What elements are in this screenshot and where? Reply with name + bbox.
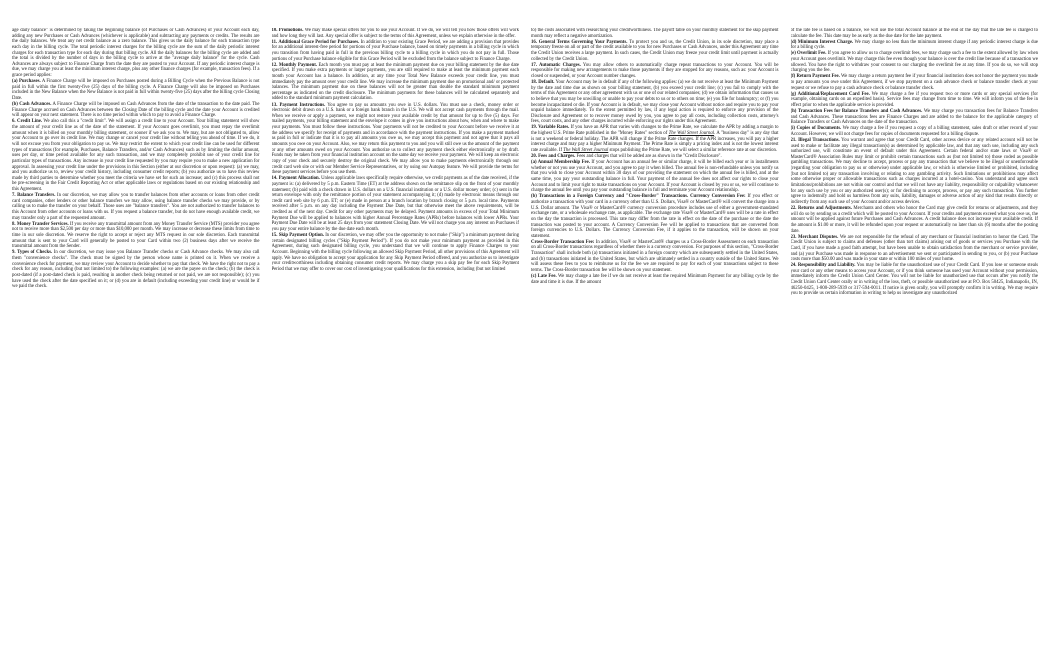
section-heading: (e) Overlimit Fee. bbox=[790, 51, 827, 57]
publication-title: The Wall Street Journal bbox=[563, 148, 609, 154]
section-heading: Cross-Border Transaction Fee: bbox=[531, 239, 595, 245]
paragraph bbox=[12, 79, 260, 102]
paragraph bbox=[531, 125, 779, 153]
paragraph-text: We may charge no less than the minimum interest charge if any periodic interest charge is due for a billing cycle. bbox=[790, 39, 1038, 51]
paragraph bbox=[272, 63, 520, 102]
paragraph bbox=[531, 63, 779, 80]
section-heading: (a) Annual Membership Fee. bbox=[531, 160, 590, 166]
paragraph-text: to) the costs associated with researching your creditworthiness. The payoff table on your monthly statement for the skip payment month may reflect a negative amortization. bbox=[531, 28, 779, 39]
paragraph-text: We may make special offers for you to use your Account. If we do, we will tell you how those offers will work and how long they will last. Any special offer is subject to the terms of this Agreement, unless we explain otherwise in the offer. bbox=[271, 28, 519, 39]
paragraph-text: stops publishing the Prime Rate, we will select a similar reference rate at our discretion. bbox=[608, 148, 778, 154]
section-heading: 14. Payment Allocation. bbox=[271, 176, 320, 182]
section-heading: 24. Responsibility and Liability. bbox=[790, 263, 856, 269]
paragraph-text: Each month you must pay at least the minimum payment due on your billing statement by the due date specified. If you make extra payments or larger payments, you are still required to make at least the minimum payment each month your Account has a balance. In addition, at any time your Total New Balance exceeds your credit line, you must immediately pay the amount over your credit line. We may increase the minimum payment due on promotional and/ or protected balances. The minimum payment due on these balances will not be greater than double the standard minimum payment percentage as indicated on the credit disclosure. The minimum payments for these balances will be calculated separately and added to the standard minimum payment calculation. bbox=[271, 62, 519, 102]
paragraph bbox=[531, 40, 779, 63]
paragraph bbox=[531, 194, 779, 239]
paragraph-text: We may charge a fee if you request two or more cards or any special services (for example, obtaining cards on an expedited basis). Service fees may change from time to time. We will inform you of the fee in effect prior to when the applicable service is provided. bbox=[790, 91, 1038, 108]
paragraph bbox=[12, 250, 260, 289]
paragraph-text: If your Account has an annual fee or similar charge, it will be billed each year or in installments whether or not you use your Account, and you agree to pay it when billed. The annual fee is non-refundable unless you notify us that you wish to close your Account within 30 days of our providing the statement on which the annual fee is billed, and at the same time, you pay your outstanding balance in full. Your payment of the annual fee does not affect our rights to close your Account and to limit your right to make transactions on your Account. If your Account is closed by you or us, we will continue to charge the annual fee until you pay your outstanding balance in full and terminate your Account relationship. bbox=[531, 160, 779, 194]
section-heading: 20. Fees and Charges. bbox=[531, 154, 576, 160]
paragraph-text: Fees and charges that will be added are as shown in the "Credit Disclosure". bbox=[575, 154, 722, 160]
paragraph-text: We also call this a "credit limit". We will assign a credit line to your Account. Your billing statement will show the amount of your credit line as of the date of the statement. If your Account goes overlimit, you must repay the overlimit amount when it is billed on your monthly billing statement, or sooner if we ask you to. We may, but are not obligated to, allow your Account to go over its credit line. We may change or cancel your credit line without telling you ahead of time. If we do, it will not excuse you from your obligation to pay us. We may restrict the extent to which your credit line can be used for different types of transactions (for example, Purchases, Balance Transfers, and/or Cash Advances) such as by limiting the dollar amount, uses per day, or time period available for any such transaction, and we may completely prohibit use of your credit line for particular types of transactions. Any increase in your credit line requested by you may require you to make a new application for approval. In assessing your credit line under the provisions in this Section (either at our discretion or upon request): (a) we may, and you authorize us to, review your credit history, including consumer credit reports; (b) you authorize us to have this review made by third parties to determine whether you meet the criteria we have set for such an increase; and (c) this process shall not be pre-screening in the Fair Credit Reporting Act or other applicable laws or regulations based on our existing relationship and this Agreement. bbox=[12, 119, 260, 193]
section-heading: (b) Cash Advances. bbox=[12, 102, 52, 108]
paragraph-text: We may charge a late fee if we do not receive at least the required Minimum Payment for any billing cycle by the date and time it is due. If the amount bbox=[531, 274, 779, 285]
section-heading: 6. Credit Line. bbox=[12, 119, 43, 125]
paragraph-text: In our discretion, we may offer you the opportunity to not make ("Skip") a minimum payment during certain designated billing cycles ("Skip Payment Period"). If you do not make your minimum payment as provided in this Agreement, during such designated billing cycle, you understand that we will continue to apply Finance Charges to your Account. Beginning with the billing cycle following an allowed Skip Payment Period, all other provisions of this Agreement will apply. We have no obligation to accept your application for any Skip Payment Period offered, and you authorize us to investigate your creditworthiness including obtaining consumer credit reports. We may charge you a skip pay fee for each Skip Payment Period that we may offer to cover our cost of investigating your qualifications for this extension, including (but not limited bbox=[271, 233, 519, 272]
paragraph bbox=[272, 103, 520, 176]
paragraph bbox=[791, 263, 1039, 297]
section-heading: 10. Promotions. bbox=[271, 28, 304, 33]
column-1 bbox=[12, 28, 260, 628]
column-3 bbox=[531, 28, 779, 628]
paragraph-text: We may charge a fee if you request a copy of a billing statement, sales draft or other record of your Account. However, we will not charge fees for copies of documents requested for a billing dispute. bbox=[790, 126, 1038, 137]
paragraph-text: In addition, Visa® or MasterCard® charges us a Cross-Border Assessment on each transaction on all Cross-Border transactions regardless of whether there is a currency conversion. For purposes of this section, "Cross-Border Transaction" shall include both (a) transactions initiated in a foreign country which are subsequently settled in the United States, and (b) transactions initiated in the United States, but which are ultimately settled in a country outside of the United States. We will assess these fees to you to reimburse us for the fee we are required to pay for each of your transactions subject to these terms. The Cross-Border transaction fee will be shown on your statement. bbox=[531, 239, 779, 274]
paragraph-text: age daily balance" is determined by taking the beginning balance (of Purchases or Cash Advances) of your Account each day, adding any new Purchases or Cash Advances (whichever is applicable) and subtracting any payments or credits. The results are the daily balances. We treat any net credit balance as a zero balance. This gives us the daily balance for each transaction type each day in the billing cycle. The total periodic interest charges for the billing cycle are the sum of the daily periodic interest charges for each transaction type for each day during that billing cycle. All the daily balances for the billing cycle are added and the total is divided by the number of days in the billing cycle to arrive at the "average daily balance" for the cycle. Cash Advances are always subject to Finance Charge from the date they are posted to your Account. If any periodic interest charge is due, we may charge you at least the minimum interest charge, plus any other finance charges (for example, transaction fees). If a grace period applies: bbox=[12, 28, 260, 79]
section-heading: (g) Additional/Replacement Card Fee. bbox=[790, 91, 870, 97]
paragraph bbox=[531, 274, 779, 285]
paragraph bbox=[272, 176, 520, 232]
section-heading: (i) Copies of Documents. bbox=[790, 126, 842, 132]
paragraph-text: You may be liable for the unauthorized use of your Credit Card. If you lose or someone steals your card or any other means to access your Account, or if you think someone has used your Account without your permission, immediately inform the Credit Union Card Center. You will not be liable for unauthorized use that occurs after you notify the Credit Union Card Center orally or in writing of the loss, theft, or possible unauthorized use at P.O. Box 50425, Indianapolis, IN, 46250-0425, 1-800-289-5939 or 317-594-0011. If notice is given orally, you will promptly confirm it in writing. We may require you to provide us certain information in writing to help us investigate any unauthorized bbox=[790, 263, 1038, 297]
paragraph-text: Your Account may be in default if any of the following applies: (a) we do not receive at least the Minimum Payment by the date and time due as shown on your billing statement, (b) you exceed your credit line; (c) you fail to comply with the terms of this Agreement or any other agreement with us or one of our related companies; (d) we obtain information that causes us to believe that you may be unwilling or unable to pay your debts to us or to others on time; (e) you file for bankruptcy; or (f) you become incapacitated or die. If your Account is in default, we may close your Account without notice and require you to pay your unpaid balance immediately. To the extent permitted by law, if any legal action is required to enforce any provision of the Disclosure and Agreement or to recover money owed by you, you agree to pay all costs, including collection costs, attorney's fees, court costs, and any other charges incurred while enforcing our rights under this Agreement. bbox=[531, 79, 779, 125]
paragraph bbox=[531, 160, 779, 194]
paragraph bbox=[531, 240, 779, 274]
paragraph bbox=[791, 235, 1039, 263]
section-heading: (d) Minimum Interest Charge. bbox=[790, 39, 854, 45]
column-2 bbox=[272, 28, 520, 628]
paragraph-text: If you effect or authorize a transaction with your card in a currency other than U.S. Dollars, Visa® or MasterCard® will convert the charge into a U.S. Dollar amount. The Visa® or MasterCard® currency conversion procedure includes use of either a government-mandated exchange rate, or a wholesale exchange rate, as applicable. The exchange rate Visa® or MasterCard® uses will be a rate in effect on the day the transaction is processed. This rate may differ from the rate in effect on the date of the purchase or the date the transaction was posted to your account. A Currency Conversion Fee will be applied to transactions that are converted from foreign currencies to U.S. Dollars. The Currency Conversion Fee, if it applies to the transaction, will be shown on your statement. bbox=[531, 194, 779, 239]
paragraph-text: If you have an APR that varies with changes to the Prime Rate, we calculate the APR by adding a margin to the highest U.S. Prime Rate published in the "Money Rates" section of bbox=[531, 125, 779, 137]
paragraph bbox=[791, 74, 1039, 91]
paragraph bbox=[791, 51, 1039, 74]
paragraph bbox=[791, 40, 1039, 51]
paragraph bbox=[791, 92, 1039, 109]
paragraph bbox=[791, 126, 1039, 137]
paragraph-text: A Finance Charge will be imposed on Purchases posted during a Billing Cycle when the Previous Balance is not paid in full within the first twenty-five (25) days of the billing cycle. A Finance Charge will also be imposed on Purchases included in the New Balance when the New Balance is not paid in full within twenty-five (25) days after the billing cycle Closing Date. bbox=[12, 79, 260, 102]
paragraph bbox=[272, 40, 520, 63]
paragraph bbox=[531, 80, 779, 125]
section-heading: (h) Transaction Fees for Balance Transfers and Cash Advances. bbox=[790, 108, 923, 114]
paragraph bbox=[12, 222, 260, 250]
agreement-page bbox=[12, 28, 1038, 628]
paragraph bbox=[791, 206, 1039, 234]
paragraph-text: If you agree to allow us to charge overlimit fees, we may charge such a fee to the extent allowed by law when your Account goes overlimit. We may charge this fee even though your balance is over the credit line because of a transaction we allowed. You have the right to withdraw your consent to our charging the overlimit fee at any time. If you do so, we will stop charging you the fee. bbox=[790, 51, 1038, 74]
section-heading: 18. Default. bbox=[531, 79, 555, 85]
paragraph-text: In our discretion, we may issue you Balance Transfer checks or Cash Advance checks. We may also call them "convenience checks". The check must be signed by the person whose name is printed on it. When we receive a convenience check for payment, we may review your Account to decide whether to pay that check. We have the right not to pay a check for any reason, including (but not limited to) the following examples: (a) we are the payee on the check; (b) the check is post-dated (if a post-dated check is paid, resulting in another check being returned or not paid, we are not responsible); (c) you have used the check after the date specified on it; or (d) you are in default (including exceeding your credit line) or would be if we paid the check. bbox=[12, 250, 260, 290]
paragraph bbox=[12, 28, 260, 79]
paragraph-text: To protect you and us, the Credit Union, in its sole discretion, may place a temporary freeze on all or part of the credit available to you for new Purchases or Cash Advances, under this Agreement any time the Credit Union receives a large payment. In such cases, the Credit Union may freeze your credit limit until payment is actually collected by the Credit Union. bbox=[531, 39, 779, 62]
section-heading: 9. Types of Checks. bbox=[12, 250, 53, 256]
section-heading: (b) Transactions in a Foreign Currency and "Cross-Border" Transactions. Currency Conversion Fee: bbox=[531, 194, 746, 200]
paragraph bbox=[531, 28, 779, 39]
paragraph-text: If you receive any transmittal amount from any Money Transfer Service (MTS) provider you agree not to receive more than $2,500 per day or more than $10,000 per month. We may increase or decrease these limits from time to time in our sole discretion. We reserve the right to accept or reject any MTS request in our sole discretion. Each transmittal amount that is sent to your Card will generally be posted to your Card within two (2) business days after we receive the transmittal amount from the Sender. bbox=[12, 221, 260, 250]
section-heading: (a) Purchases. bbox=[12, 79, 41, 85]
paragraph bbox=[12, 102, 260, 119]
section-heading: 23. Merchant Disputes. bbox=[790, 234, 839, 240]
paragraph bbox=[791, 28, 1039, 39]
paragraph-text: We are not responsible for the refusal of any merchant or financial institution to honor the Card. The Credit Union is subject to claims and defenses (other than tort claims) arising out of goods or services you Purchase with the Card, if you have made a good faith attempt, but have been unable to obtain satisfaction from the merchant or service provider, and (a) your Purchase was made in response to an advertisement we sent or participated in sending to you, or (b) your Purchase costs more than $50.00 and was made in your state or within 100 miles of your home. bbox=[790, 234, 1038, 263]
section-heading: (f) Return Payment Fee. bbox=[790, 74, 840, 80]
paragraph-text: Merchants and others who honor the Card may give credit for returns or adjustments, and they will do so by sending us a credit which will be posted to your Account. If your credits and payments exceed what you owe us, the amount will be applied against future Purchases and Cash Advances. A credit balance does not increase your available credit. If the amount is $1.00 or more, it will be refunded upon your request or automatically no later than six (6) months after the posting date. bbox=[790, 205, 1038, 234]
paragraph bbox=[791, 109, 1039, 126]
section-heading: 16. General Terms Governing Your Payments. bbox=[531, 39, 628, 45]
section-heading: 17. Automatic Charges. bbox=[531, 62, 581, 68]
paragraph-text: A Finance Charge will be imposed on Cash Advances from the date of the transaction to the date paid. The Finance Charge accrued on Cash Advances between the Closing Date of the billing cycle and the date your Account is credited will appear on your next statement. There is no time period within which to pay to avoid a Finance Charge. bbox=[12, 102, 260, 119]
paragraph-text: You agree to pay us amounts you owe in U.S. dollars. You must use a check, money order or electronic debit drawn on a U.S. bank or a foreign bank branch in the U.S. We will not accept cash payments through the mail. When we receive or apply a payment, we might not restore your available credit by that amount for up to five (5) days. For mailed payments, your billing statement and the envelope it comes in give you instructions about how, when and where to make your payments. You must follow these instructions. Your payments will not be credited to your Account before we receive it at the address we specify for receipt of payments and in accordance with the payment instructions. If you make a payment marked as paid in full or indicate that it is to pay all amounts you owe us, we may accept this payment and not agree that it pays all amounts you owe on your Account. Also, we may return this payment to you and you will still owe us the amount of the payment or any other amounts owed on your Account. You authorize us to collect any payment check either electronically or by draft. Funds may be taken from your financial institution account on the same day we receive your payment. We will keep an electronic copy of your check and securely destroy the original check. We may allow you to make payments electronically through our credit card web site or with our Member Service Representatives, or by using our Autopay feature. We will provide the terms for these payment services before you use them. bbox=[271, 102, 519, 176]
section-heading: 11. Additional Grace Period for Purchases. bbox=[271, 39, 360, 45]
paragraph-text: You warrant and agree that your Credit Card, other access device or any related account will not be used to make or facilitate any illegal transaction(s) as determined by applicable law, and that any such use, including any such authorized use, will constitute an event of default under this Agreement. Certain federal and/or state laws or Visa® or MasterCard® Association Rules may limit or prohibit certain transactions such as (but not limited to) those coded as possible gambling transactions. We may decline to accept, process or pay any transaction that we believe to be illegal or unenforceable (regarding your obligation to pay us or otherwise) under applicable law, or which is otherwise limited or prohibited, including (but not limited to) any transaction involving or relating to any gambling activity. Such limitations or prohibitions may affect some otherwise proper or allowable transactions such as charges incurred at a hotel-casino. You understand and agree such limitations/prohibitions are not within our control and that we will not have any liability, responsibility or culpability whatsoever for any such use by you or any authorized user(s); or for declining to accept, process, or pay any such transaction. You further agree to indemnify and hold us harmless from any suits, liability, damages or adverse action of any kind that results directly or indirectly from any such use of your Account and/or access devices. bbox=[790, 137, 1038, 205]
paragraph-text: You may allow others to automatically charge repeat transactions to your Account. You will be responsible for making new arrangements to make those payments if they are stopped for any reasons, such as: your Account is closed or suspended, or your Account number changes. bbox=[531, 62, 779, 79]
column-4 bbox=[791, 28, 1039, 628]
paragraph-text: of the late fee is based on a balance, we will use the total Account balance at the end of the day that the late fee is charged to calculate the fee. This date may be as early as the due date for the late payment. bbox=[790, 28, 1038, 39]
paragraph bbox=[12, 193, 260, 221]
section-heading: 12. Monthly Payment. bbox=[271, 62, 318, 68]
paragraph bbox=[12, 119, 260, 192]
paragraph bbox=[272, 233, 520, 272]
publication-title: The Wall Street Journal bbox=[668, 131, 715, 137]
section-heading: 19. Variable Rates. bbox=[531, 125, 570, 131]
section-heading: 8. Money Transfer Services. bbox=[12, 221, 69, 227]
paragraph-text: In addition to your existing Grace Period, we are adding a provision that provides for an additional interest-free period for portions of your Purchase balance, based on timely payments in a billing cycle in which you transition from having paid in full in the previous billing cycle to a billing cycle in which you do not pay in full. Those portions of your Purchase balance eligible for this Grace Period will be excluded from the balance subject to Finance Charge. bbox=[271, 39, 519, 62]
section-heading: 15. Skip Payment Option. bbox=[271, 233, 324, 239]
paragraph-text: We may charge a return payment fee if your financial institution does not honor the payment you made to pay amounts you owe under this Agreement, if we stop payment on a cash advance check or balance transfer check at your request or we refuse to pay a cash advance check or balance transfer check. bbox=[790, 74, 1038, 91]
paragraph-text: We may charge you transaction fees for Balance Transfers and Cash Advances. These transactions fees are Finance Charges and are added to the balance for the applicable category of Balance Transfers or Cash Advances on the date of the transaction. bbox=[790, 108, 1038, 126]
section-heading: 13. Payment Instructions. bbox=[271, 102, 326, 108]
paragraph bbox=[791, 138, 1039, 206]
paragraph bbox=[531, 154, 779, 160]
paragraph-text: Unless applicable laws specifically require otherwise, we credit payments as of the date received, if the payment is: (a) delivered by 5 p.m. Eastern Time (ET) at the address shown on the remittance slip on the front of your monthly statement; (b) paid with a check drawn in U.S. dollars on a U.S. financial institution or a U.S. dollar money order; (c) sent in the return envelope with only the remittance portion of your statement accompanying it; (d) made by electronic means through our credit card web site by 6 p.m. ET; or (e) made in person at a branch location by branch closing or 5 p.m. local time. Payments received after 5 p.m. on any day including the Payment Due Date, but that otherwise meet the above requirements, will be credited as of the next day. Credit for any other payments may be delayed. Payment amounts in excess of your Total Minimum Payment Due will be applied to balances with higher Annual Percentage Rates (APRs) before balances with lower APRs. Your Payment Due Date will be at least 25 days from your statement Closing Date. We will not charge you any interest on Purchases if you pay your entire balance by the due date each month. bbox=[271, 176, 519, 232]
paragraph bbox=[272, 28, 520, 39]
section-heading: 22. Returns and Adjustments. bbox=[790, 205, 852, 211]
section-heading: (c) Late Fee. bbox=[531, 274, 557, 280]
section-heading: 7. Balance Transfers. bbox=[12, 193, 56, 199]
paragraph-text: In our discretion, we may allow you to transfer balances from other accounts or loans from other credit card companies, other lenders or other balance transfers we may allow, using balance transfer checks we may provide, or by calling us to make the transfer on your behalf. Those uses are "balance transfers". You are not authorized to transfer balances to this Account from other accounts or loans with us. If you request a balance transfer, but do not have enough available credit, we may transfer only a part of the requested amount. bbox=[12, 193, 260, 221]
section-heading: 21. Illegal Transactions. bbox=[790, 137, 840, 143]
paragraph-text: . A "business day" is any day that is not a weekend or federal holiday. The APR will change if the Prime Rate changes. If the APR increases, you will pay a higher interest charge and may pay a higher Minimum Payment. The Prime Rate is simply a pricing index and is not the lowest interest rate available. If bbox=[531, 131, 779, 154]
